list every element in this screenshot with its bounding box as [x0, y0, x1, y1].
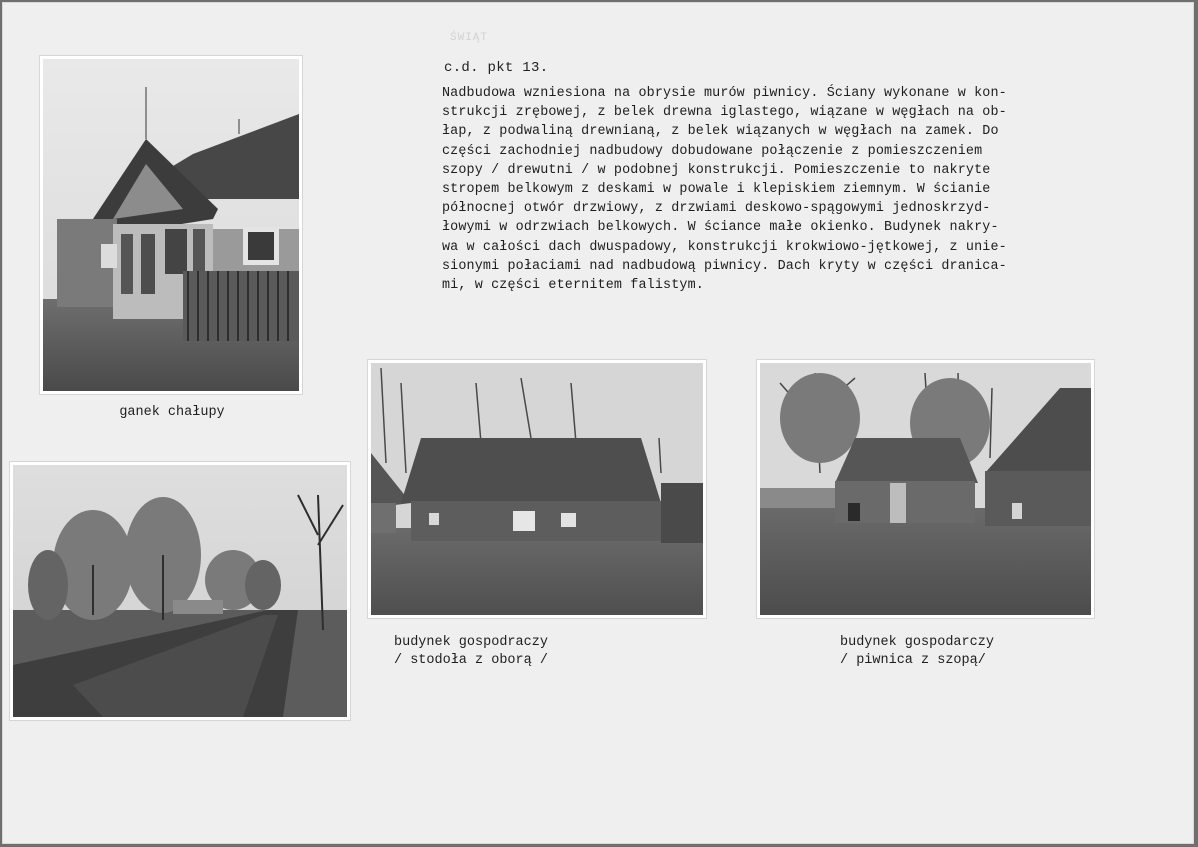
text-line: Nadbudowa wzniesiona na obrysie murów piwnicy. Ściany wykonane w kon-: [442, 86, 1007, 101]
document-sheet: [2, 2, 1194, 844]
barn-image: [371, 363, 703, 615]
photo-barn: [368, 360, 706, 618]
caption-cottage-porch: ganek chałupy: [119, 405, 225, 420]
text-line: łap, z podwaliną drewnianą, z belek wiązanych w węgłach na zamek. Do: [442, 124, 999, 140]
photo-village-road: [10, 462, 350, 720]
text-line: północnej otwór drzwiowy, z drzwiami deskowo-spągowymi jednoskrzyd-: [442, 201, 991, 217]
text-line: części zachodniej nadbudowy dobudowane połączenie z pomieszczeniem: [442, 143, 983, 159]
text-line: szopy / drewutni / w podobnej konstrukcji. Pomieszczenie to nakryte: [442, 162, 991, 178]
faint-stamp-mark: ŚWIĄT: [450, 32, 489, 44]
photo-cellar-shed: [757, 360, 1094, 618]
caption-cellar-shed: budynek gospodarczy / piwnica z szopą/: [840, 635, 994, 668]
text-line: mi, w części eternitem falistym.: [442, 278, 704, 294]
text-line: strukcji zrębowej, z belek drewna iglastego, wiązane w węgłach na ob-: [442, 105, 1007, 121]
text-line: łowymi w odrzwiach belkowych. W ściance małe okienko. Budynek nakry-: [442, 220, 999, 236]
description-text: [442, 84, 1162, 295]
cellar-shed-image: [760, 363, 1091, 615]
caption-barn: budynek gospodraczy / stodoła z oborą /: [394, 635, 548, 668]
photo-cottage-porch: [40, 56, 302, 394]
text-line: wa w całości dach dwuspadowy, konstrukcji krokwiowo-jętkowej, z unie-: [442, 239, 1007, 255]
cottage-porch-image: [43, 59, 299, 391]
text-line: sionymi połaciami nad nadbudową piwnicy. Dach kryty w części dranica-: [442, 258, 1007, 274]
text-line: stropem belkowym z deskami w powale i klepiskiem ziemnym. W ścianie: [442, 182, 991, 198]
section-heading: c.d. pkt 13.: [444, 60, 549, 76]
village-road-image: [13, 465, 347, 717]
